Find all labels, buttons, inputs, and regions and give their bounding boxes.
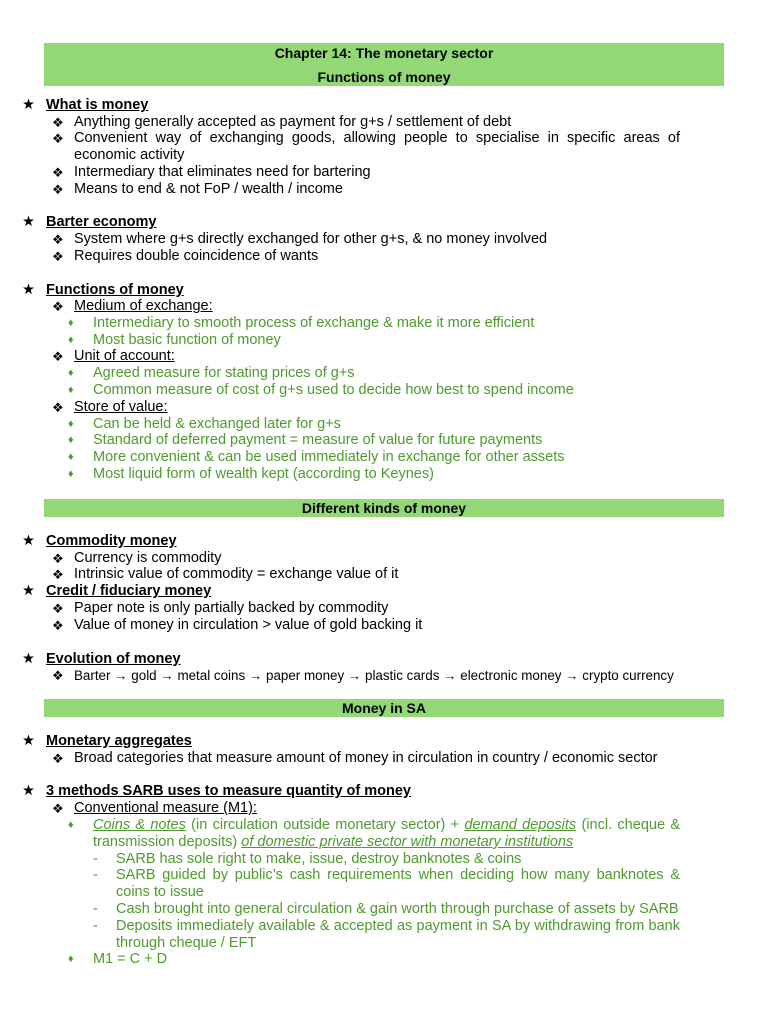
- chapter-title: Chapter 14: The monetary sector: [274, 45, 494, 61]
- item-text: Paper note is only partially backed by commodity: [74, 600, 389, 616]
- diamond-bullet-icon: ❖: [52, 400, 64, 415]
- diamond-bullet-icon: ❖: [52, 299, 64, 314]
- diamond-bullet-icon: ❖: [52, 668, 64, 683]
- item-text: Barter → gold → metal coins → paper money → plastic cards → electronic money → crypto currency: [74, 668, 674, 683]
- item-text: Broad categories that measure amount of money in circulation in country / economic sector: [74, 750, 658, 766]
- item-text: SARB has sole right to make, issue, destroy banknotes & coins: [116, 851, 522, 867]
- section-heading: Functions of money: [46, 282, 184, 298]
- star-icon: ★: [22, 282, 35, 298]
- item-text: Intermediary to smooth process of exchange & make it more efficient: [93, 315, 535, 331]
- item-text: Means to end & not FoP / wealth / income: [74, 181, 343, 197]
- small-diamond-icon: ♦: [68, 434, 74, 446]
- diamond-bullet-icon: ❖: [52, 115, 64, 130]
- definition-text: (in circulation outside monetary sector) +: [185, 817, 465, 833]
- diamond-bullet-icon: ❖: [52, 801, 64, 816]
- diamond-bullet-icon: ❖: [52, 551, 64, 566]
- star-icon: ★: [22, 214, 35, 230]
- item-text: Currency is commodity: [74, 550, 222, 566]
- section-heading: Barter economy: [46, 214, 157, 230]
- small-diamond-icon: ♦: [68, 367, 74, 379]
- star-icon: ★: [22, 783, 35, 799]
- demand-deposits-term: demand deposits: [464, 817, 577, 833]
- definition-text: (incl. cheque & transmission deposits): [93, 817, 680, 850]
- small-diamond-icon: ♦: [68, 418, 74, 430]
- small-diamond-icon: ♦: [68, 953, 74, 965]
- coins-notes-term: Coins & notes: [93, 817, 186, 833]
- subheading-label: Store of value:: [74, 399, 168, 415]
- small-diamond-icon: ♦: [68, 819, 74, 831]
- diamond-bullet-icon: ❖: [52, 182, 64, 197]
- item-text: Anything generally accepted as payment for g+s / settlement of debt: [74, 114, 512, 130]
- star-icon: ★: [22, 97, 35, 113]
- diamond-bullet-icon: ❖: [52, 232, 64, 247]
- item-text: More convenient & can be used immediately in exchange for other assets: [93, 449, 565, 465]
- item-text: SARB guided by public’s cash requirements when deciding how many banknotes & coins to issue: [116, 867, 680, 900]
- item-text: Standard of deferred payment = measure of value for future payments: [93, 432, 543, 448]
- item-text: Deposits immediately available & accepted as payment in SA by withdrawing from bank through cheque / EFT: [116, 918, 680, 951]
- section-heading: 3 methods SARB uses to measure quantity of money: [46, 783, 411, 799]
- item-text: Most basic function of money: [93, 332, 281, 348]
- item-text: Value of money in circulation > value of gold backing it: [74, 617, 423, 633]
- diamond-bullet-icon: ❖: [52, 131, 64, 146]
- diamond-bullet-icon: ❖: [52, 249, 64, 264]
- subheading-label: Medium of exchange:: [74, 298, 213, 314]
- item-text: Agreed measure for stating prices of g+s: [93, 365, 355, 381]
- small-diamond-icon: ♦: [68, 384, 74, 396]
- item-text: Most liquid form of wealth kept (according to Keynes): [93, 466, 434, 482]
- star-icon: ★: [22, 733, 35, 749]
- item-text: Intrinsic value of commodity = exchange value of it: [74, 566, 399, 582]
- section-heading: Credit / fiduciary money: [46, 583, 212, 599]
- dash-bullet: -: [93, 867, 98, 883]
- small-diamond-icon: ♦: [68, 468, 74, 480]
- item-text: Can be held & exchanged later for g+s: [93, 416, 341, 432]
- star-icon: ★: [22, 583, 35, 599]
- m1-formula: M1 = C + D: [93, 951, 168, 967]
- small-diamond-icon: ♦: [68, 334, 74, 346]
- star-icon: ★: [22, 651, 35, 667]
- section-heading: Commodity money: [46, 533, 177, 549]
- section-heading: Monetary aggregates: [46, 733, 192, 749]
- small-diamond-icon: ♦: [68, 451, 74, 463]
- kinds-banner: Different kinds of money: [44, 499, 724, 517]
- item-text: System where g+s directly exchanged for other g+s, & no money involved: [74, 231, 548, 247]
- item-text: Cash brought into general circulation & gain worth through purchase of assets by SARB: [116, 901, 679, 917]
- m1-definition-text: [93, 817, 680, 851]
- dash-bullet: -: [93, 851, 98, 867]
- diamond-bullet-icon: ❖: [52, 618, 64, 633]
- section-heading: What is money: [46, 97, 149, 113]
- diamond-bullet-icon: ❖: [52, 567, 64, 582]
- diamond-bullet-icon: ❖: [52, 165, 64, 180]
- diamond-bullet-icon: ❖: [52, 349, 64, 364]
- functions-banner-title: Functions of money: [317, 69, 451, 85]
- item-text: Common measure of cost of g+s used to decide how best to spend income: [93, 382, 574, 398]
- private-sector-term: of domestic private sector with monetary institutions: [241, 834, 574, 850]
- star-icon: ★: [22, 533, 35, 549]
- dash-bullet: -: [93, 918, 98, 934]
- dash-bullet: -: [93, 901, 98, 917]
- item-text: Intermediary that eliminates need for bartering: [74, 164, 371, 180]
- item-text: Convenient way of exchanging goods, allowing people to specialise in specific areas of economic activity: [74, 130, 680, 163]
- diamond-bullet-icon: ❖: [52, 751, 64, 766]
- item-text: Requires double coincidence of wants: [74, 248, 319, 264]
- subheading-label: Unit of account:: [74, 348, 175, 364]
- sa-banner: Money in SA: [44, 699, 724, 717]
- chapter-banner: [44, 43, 724, 86]
- small-diamond-icon: ♦: [68, 317, 74, 329]
- diamond-bullet-icon: ❖: [52, 601, 64, 616]
- subheading-label: Conventional measure (M1):: [74, 800, 257, 816]
- section-heading: Evolution of money: [46, 651, 181, 667]
